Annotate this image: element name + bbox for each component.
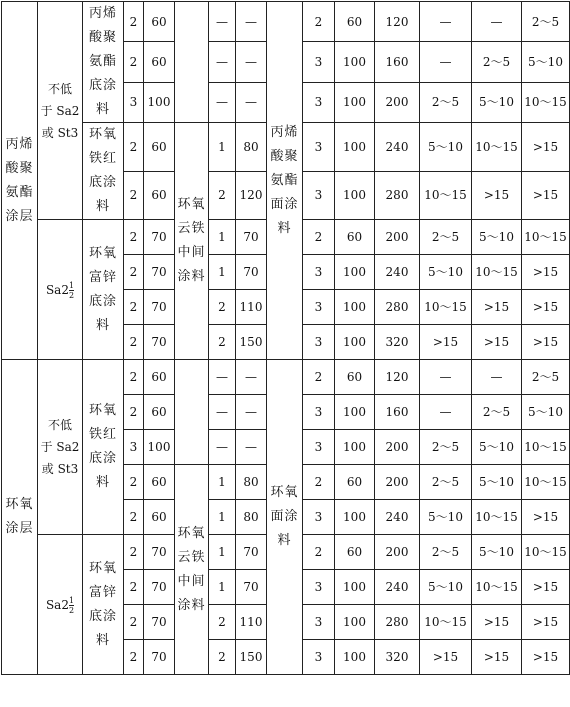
service-life-high: >15 bbox=[522, 640, 570, 675]
intermediate-thickness: — bbox=[236, 82, 267, 122]
intermediate-coating-name: 环氧 云铁 中间 涂料 bbox=[175, 465, 209, 675]
primer-coats: 2 bbox=[124, 500, 144, 535]
intermediate-coats: 2 bbox=[209, 640, 236, 675]
intermediate-coats: 1 bbox=[209, 535, 236, 570]
primer-coats: 2 bbox=[124, 171, 144, 220]
intermediate-coats: 1 bbox=[209, 570, 236, 605]
service-life-high: 2～5 bbox=[522, 360, 570, 395]
primer-coating-name: 丙烯 酸聚 氨酯 底涂 料 bbox=[83, 2, 124, 123]
service-life-low: — bbox=[420, 395, 472, 430]
topcoat-thickness: 100 bbox=[335, 325, 375, 360]
table-row bbox=[2, 2, 570, 42]
intermediate-thickness: 110 bbox=[236, 290, 267, 325]
topcoat-coats: 3 bbox=[303, 290, 335, 325]
primer-coats: 2 bbox=[124, 465, 144, 500]
topcoat-coats: 3 bbox=[303, 171, 335, 220]
intermediate-thickness: 70 bbox=[236, 570, 267, 605]
total-thickness: 240 bbox=[375, 123, 420, 172]
primer-thickness: 100 bbox=[144, 430, 175, 465]
service-life-medium: >15 bbox=[472, 605, 522, 640]
grade-fraction bbox=[69, 281, 74, 300]
intermediate-coats: 1 bbox=[209, 220, 236, 255]
intermediate-thickness: 80 bbox=[236, 500, 267, 535]
topcoat-coats: 3 bbox=[303, 123, 335, 172]
service-life-high: 10～15 bbox=[522, 82, 570, 122]
primer-thickness: 60 bbox=[144, 42, 175, 82]
primer-coats: 2 bbox=[124, 42, 144, 82]
service-life-medium: 5～10 bbox=[472, 535, 522, 570]
primer-coating-name: 环氧 富锌 底涂 料 bbox=[83, 220, 124, 360]
surface-grade-label: Sa2 $\frac{1}{2}$ bbox=[38, 220, 83, 360]
intermediate-coats: — bbox=[209, 430, 236, 465]
topcoat-thickness: 60 bbox=[335, 465, 375, 500]
service-life-medium: 2～5 bbox=[472, 395, 522, 430]
total-thickness: 240 bbox=[375, 255, 420, 290]
intermediate-thickness: 70 bbox=[236, 255, 267, 290]
topcoat-thickness: 100 bbox=[335, 395, 375, 430]
topcoat-coats: 3 bbox=[303, 395, 335, 430]
service-life-high: 10～15 bbox=[522, 430, 570, 465]
intermediate-coats: — bbox=[209, 42, 236, 82]
service-life-medium: >15 bbox=[472, 640, 522, 675]
total-thickness: 280 bbox=[375, 171, 420, 220]
topcoat-thickness: 60 bbox=[335, 535, 375, 570]
primer-thickness: 60 bbox=[144, 395, 175, 430]
service-life-low: 10～15 bbox=[420, 605, 472, 640]
primer-coats: 2 bbox=[124, 640, 144, 675]
topcoat-coats: 3 bbox=[303, 255, 335, 290]
primer-coats: 2 bbox=[124, 325, 144, 360]
service-life-high: 10～15 bbox=[522, 220, 570, 255]
intermediate-thickness: 120 bbox=[236, 171, 267, 220]
service-life-low: 5～10 bbox=[420, 255, 472, 290]
primer-thickness: 70 bbox=[144, 255, 175, 290]
service-life-low: >15 bbox=[420, 640, 472, 675]
topcoat-coats: 3 bbox=[303, 42, 335, 82]
total-thickness: 320 bbox=[375, 325, 420, 360]
primer-thickness: 60 bbox=[144, 360, 175, 395]
primer-coats: 2 bbox=[124, 123, 144, 172]
primer-thickness: 60 bbox=[144, 465, 175, 500]
total-thickness: 280 bbox=[375, 605, 420, 640]
service-life-high: 10～15 bbox=[522, 465, 570, 500]
service-life-medium: — bbox=[472, 360, 522, 395]
topcoat-coats: 2 bbox=[303, 2, 335, 42]
topcoat-name: 丙烯 酸聚 氨酯 面涂 料 bbox=[267, 2, 303, 360]
service-life-high: 10～15 bbox=[522, 535, 570, 570]
total-thickness: 200 bbox=[375, 535, 420, 570]
total-thickness: 280 bbox=[375, 290, 420, 325]
service-life-low: — bbox=[420, 360, 472, 395]
service-life-medium: >15 bbox=[472, 290, 522, 325]
primer-coats: 3 bbox=[124, 430, 144, 465]
primer-coating-name: 环氧 铁红 底涂 料 bbox=[83, 123, 124, 220]
service-life-low: 2～5 bbox=[420, 465, 472, 500]
intermediate-coats: — bbox=[209, 360, 236, 395]
intermediate-coats: 2 bbox=[209, 325, 236, 360]
primer-thickness: 70 bbox=[144, 325, 175, 360]
topcoat-thickness: 100 bbox=[335, 430, 375, 465]
service-life-medium: 5～10 bbox=[472, 465, 522, 500]
primer-thickness: 60 bbox=[144, 2, 175, 42]
intermediate-thickness: — bbox=[236, 42, 267, 82]
service-life-medium: 5～10 bbox=[472, 82, 522, 122]
intermediate-thickness: 150 bbox=[236, 325, 267, 360]
topcoat-coats: 2 bbox=[303, 360, 335, 395]
topcoat-coats: 3 bbox=[303, 500, 335, 535]
service-life-high: >15 bbox=[522, 255, 570, 290]
topcoat-thickness: 100 bbox=[335, 82, 375, 122]
topcoat-coats: 2 bbox=[303, 220, 335, 255]
service-life-medium: 5～10 bbox=[472, 430, 522, 465]
service-life-low: 5～10 bbox=[420, 570, 472, 605]
service-life-medium: 10～15 bbox=[472, 123, 522, 172]
primer-thickness: 70 bbox=[144, 220, 175, 255]
total-thickness: 200 bbox=[375, 220, 420, 255]
intermediate-coats: 2 bbox=[209, 605, 236, 640]
intermediate-thickness: — bbox=[236, 430, 267, 465]
topcoat-thickness: 100 bbox=[335, 123, 375, 172]
total-thickness: 160 bbox=[375, 395, 420, 430]
service-life-medium: — bbox=[472, 2, 522, 42]
intermediate-coats: — bbox=[209, 2, 236, 42]
total-thickness: 120 bbox=[375, 2, 420, 42]
service-life-medium: 10～15 bbox=[472, 255, 522, 290]
service-life-high: 5～10 bbox=[522, 395, 570, 430]
intermediate-coats: — bbox=[209, 395, 236, 430]
primer-thickness: 100 bbox=[144, 82, 175, 122]
service-life-high: >15 bbox=[522, 325, 570, 360]
topcoat-thickness: 100 bbox=[335, 500, 375, 535]
service-life-low: — bbox=[420, 42, 472, 82]
fraction-numerator: 1 bbox=[68, 280, 75, 290]
intermediate-thickness: 110 bbox=[236, 605, 267, 640]
intermediate-coats: 2 bbox=[209, 171, 236, 220]
intermediate-thickness: 80 bbox=[236, 465, 267, 500]
service-life-low: 5～10 bbox=[420, 123, 472, 172]
primer-coats: 2 bbox=[124, 255, 144, 290]
service-life-high: >15 bbox=[522, 605, 570, 640]
intermediate-coats: 1 bbox=[209, 465, 236, 500]
service-life-medium: 5～10 bbox=[472, 220, 522, 255]
service-life-low: 2～5 bbox=[420, 220, 472, 255]
table-row bbox=[2, 360, 570, 395]
coating-system-table bbox=[1, 1, 570, 675]
primer-thickness: 70 bbox=[144, 535, 175, 570]
service-life-low: 5～10 bbox=[420, 500, 472, 535]
topcoat-thickness: 100 bbox=[335, 42, 375, 82]
service-life-low: 10～15 bbox=[420, 171, 472, 220]
primer-thickness: 60 bbox=[144, 171, 175, 220]
service-life-low: >15 bbox=[420, 325, 472, 360]
intermediate-coats: — bbox=[209, 82, 236, 122]
primer-coats: 2 bbox=[124, 395, 144, 430]
service-life-medium: 10～15 bbox=[472, 500, 522, 535]
primer-coating-name: 环氧 铁红 底涂 料 bbox=[83, 360, 124, 535]
topcoat-thickness: 100 bbox=[335, 570, 375, 605]
primer-coats: 2 bbox=[124, 570, 144, 605]
intermediate-coats: 1 bbox=[209, 500, 236, 535]
topcoat-thickness: 100 bbox=[335, 605, 375, 640]
total-thickness: 240 bbox=[375, 570, 420, 605]
service-life-high: >15 bbox=[522, 123, 570, 172]
total-thickness: 320 bbox=[375, 640, 420, 675]
coating-system-label: 丙烯 酸聚 氨酯 涂层 bbox=[2, 2, 38, 360]
service-life-medium: >15 bbox=[472, 325, 522, 360]
service-life-high: 2～5 bbox=[522, 2, 570, 42]
topcoat-coats: 3 bbox=[303, 430, 335, 465]
topcoat-thickness: 100 bbox=[335, 255, 375, 290]
intermediate-thickness: 70 bbox=[236, 535, 267, 570]
primer-thickness: 60 bbox=[144, 123, 175, 172]
intermediate-thickness: 150 bbox=[236, 640, 267, 675]
topcoat-thickness: 100 bbox=[335, 290, 375, 325]
intermediate-coats: 1 bbox=[209, 255, 236, 290]
service-life-low: — bbox=[420, 2, 472, 42]
topcoat-coats: 3 bbox=[303, 605, 335, 640]
surface-grade-label: Sa2 $\frac{1}{2}$ bbox=[38, 535, 83, 675]
primer-thickness: 60 bbox=[144, 500, 175, 535]
primer-thickness: 70 bbox=[144, 640, 175, 675]
primer-thickness: 70 bbox=[144, 605, 175, 640]
primer-coats: 3 bbox=[124, 82, 144, 122]
fraction-denominator: 2 bbox=[68, 605, 75, 615]
intermediate-coats: 2 bbox=[209, 290, 236, 325]
service-life-high: >15 bbox=[522, 500, 570, 535]
table-body bbox=[2, 2, 570, 675]
topcoat-thickness: 100 bbox=[335, 640, 375, 675]
topcoat-thickness: 60 bbox=[335, 220, 375, 255]
total-thickness: 240 bbox=[375, 500, 420, 535]
primer-thickness: 70 bbox=[144, 290, 175, 325]
topcoat-thickness: 100 bbox=[335, 171, 375, 220]
total-thickness: 200 bbox=[375, 430, 420, 465]
service-life-high: >15 bbox=[522, 171, 570, 220]
intermediate-thickness: — bbox=[236, 395, 267, 430]
intermediate-coats: 1 bbox=[209, 123, 236, 172]
intermediate-coating-name bbox=[175, 360, 209, 465]
total-thickness: 120 bbox=[375, 360, 420, 395]
intermediate-thickness: — bbox=[236, 360, 267, 395]
topcoat-coats: 3 bbox=[303, 325, 335, 360]
fraction-numerator: 1 bbox=[68, 595, 75, 605]
topcoat-name: 环氧 面涂 料 bbox=[267, 360, 303, 675]
intermediate-thickness: 70 bbox=[236, 220, 267, 255]
service-life-medium: 10～15 bbox=[472, 570, 522, 605]
topcoat-coats: 3 bbox=[303, 640, 335, 675]
primer-coating-name: 环氧 富锌 底涂 料 bbox=[83, 535, 124, 675]
intermediate-thickness: 80 bbox=[236, 123, 267, 172]
primer-thickness: 70 bbox=[144, 570, 175, 605]
service-life-medium: 2～5 bbox=[472, 42, 522, 82]
topcoat-thickness: 60 bbox=[335, 360, 375, 395]
service-life-high: >15 bbox=[522, 290, 570, 325]
service-life-high: 5～10 bbox=[522, 42, 570, 82]
intermediate-thickness: — bbox=[236, 2, 267, 42]
intermediate-coating-name: 环氧 云铁 中间 涂料 bbox=[175, 123, 209, 360]
topcoat-coats: 3 bbox=[303, 82, 335, 122]
intermediate-coating-name bbox=[175, 2, 209, 123]
surface-grade-label: 不低 于 Sa2 或 St3 bbox=[38, 360, 83, 535]
topcoat-coats: 2 bbox=[303, 465, 335, 500]
coating-system-label: 环氧 涂层 bbox=[2, 360, 38, 675]
surface-grade-label: 不低 于 Sa2 或 St3 bbox=[38, 2, 83, 220]
topcoat-coats: 3 bbox=[303, 570, 335, 605]
topcoat-coats: 2 bbox=[303, 535, 335, 570]
primer-coats: 2 bbox=[124, 220, 144, 255]
total-thickness: 160 bbox=[375, 42, 420, 82]
service-life-medium: >15 bbox=[472, 171, 522, 220]
primer-coats: 2 bbox=[124, 290, 144, 325]
service-life-high: >15 bbox=[522, 570, 570, 605]
service-life-low: 2～5 bbox=[420, 535, 472, 570]
primer-coats: 2 bbox=[124, 535, 144, 570]
total-thickness: 200 bbox=[375, 82, 420, 122]
service-life-low: 2～5 bbox=[420, 82, 472, 122]
primer-coats: 2 bbox=[124, 2, 144, 42]
primer-coats: 2 bbox=[124, 360, 144, 395]
fraction-denominator: 2 bbox=[68, 290, 75, 300]
service-life-low: 2～5 bbox=[420, 430, 472, 465]
service-life-low: 10～15 bbox=[420, 290, 472, 325]
primer-coats: 2 bbox=[124, 605, 144, 640]
total-thickness: 200 bbox=[375, 465, 420, 500]
grade-fraction bbox=[69, 596, 74, 615]
topcoat-thickness: 60 bbox=[335, 2, 375, 42]
